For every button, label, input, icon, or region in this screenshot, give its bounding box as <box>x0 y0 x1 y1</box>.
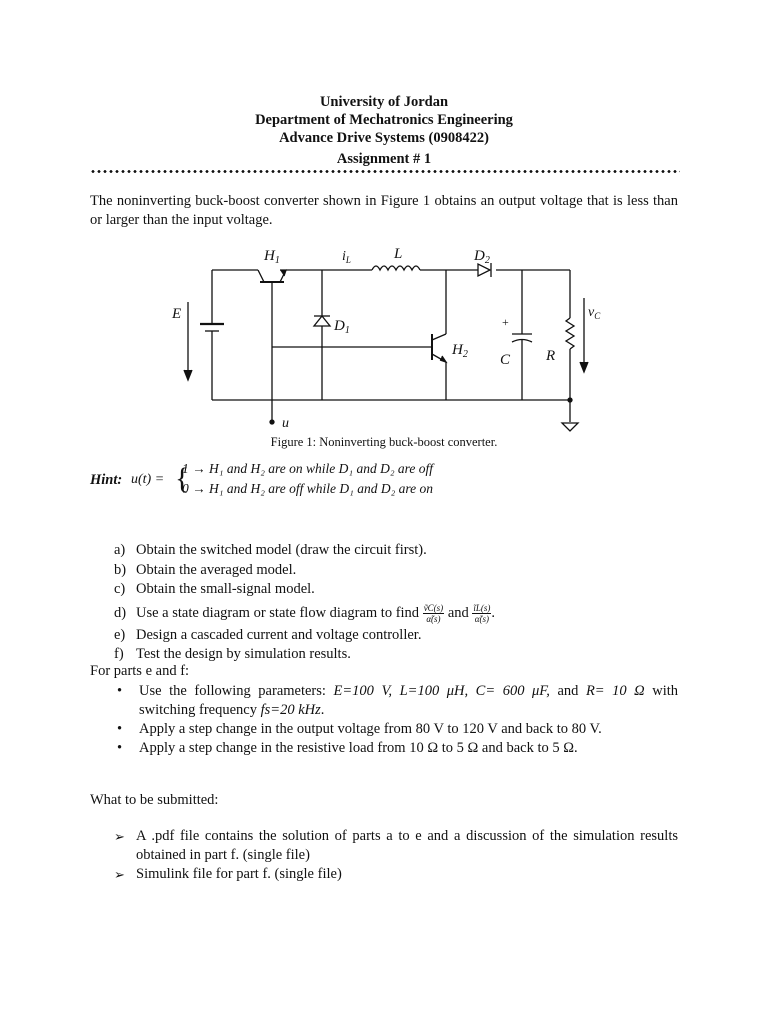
u-label: u <box>282 416 289 431</box>
list-item: d) Use a state diagram or state flow diagram to find $\frac{\text{ṽC(s)}}{\alphã(s)}$ and $\frac{ĩL(s)}{\alphã(s)}$ . <box>114 602 496 624</box>
list-item: ➢ A .pdf file contains the solution of parts a to e and a discussion of the simulation results obtained in part f. (single file) <box>114 828 678 863</box>
d1-label: D <box>334 318 345 334</box>
inductor-label: L <box>394 246 403 262</box>
parts-ef-heading: For parts e and f: <box>90 663 190 679</box>
intro-paragraph: The noninverting buck-boost converter shown in Figure 1 obtains an output voltage that is less than or larger than the input voltage. <box>90 193 678 228</box>
list-item: ➢ Simulink file for part f. (single file) <box>114 866 342 882</box>
list-item: b) Obtain the averaged model. <box>114 561 297 578</box>
brace-icon: { <box>175 462 190 495</box>
dotted-divider <box>90 169 680 174</box>
svg-text:D1: $D_1$ <box>334 318 350 336</box>
svg-text:H2: $H_2$ <box>452 342 468 360</box>
parameters-list <box>139 682 678 758</box>
submission-heading: What to be submitted: <box>90 792 219 808</box>
svg-text:H1: $H_1$ <box>264 248 280 266</box>
svg-text:D2: $D_2$ <box>474 248 490 266</box>
course-title: Advance Drive Systems (0908422) <box>279 130 489 146</box>
hint-case-0: 0 → H₁ and H₂ are off while D₁ and D₂ are on <box>182 481 434 496</box>
hint-lhs: u(t) = <box>131 472 165 487</box>
submission-list <box>114 827 678 884</box>
parts-list <box>114 541 696 665</box>
fraction-vc: $\frac{\text{ṽC(s)}}{\alphã(s)}$ <box>423 602 444 624</box>
list-item: • Apply a step change in the resistive load from 10 Ω to 5 Ω and back to 5 Ω. <box>139 739 678 758</box>
list-item: • Use the following parameters: E=100 V, L=100 μH, C= 600 μF, and R= 10 Ω with switching frequency fs=20 kHz. <box>139 682 678 720</box>
plus-label: + <box>502 315 509 329</box>
h1-label: H <box>264 248 275 264</box>
hint-case-1: 1 → H₁ and H₂ are on while D₁ and D₂ are off <box>182 461 434 476</box>
arrow-bullet-icon: ➢ <box>114 829 125 844</box>
circuit-diagram <box>160 230 620 440</box>
list-item: • Apply a step change in the output voltage from 80 V to 120 V and back to 80 V. <box>139 720 678 739</box>
hint-label: Hint: <box>90 472 123 488</box>
university-name: University of Jordan <box>319 94 449 110</box>
source-label: E <box>172 306 182 322</box>
list-item: c) Obtain the small-signal model. <box>114 581 315 597</box>
arrow-bullet-icon: ➢ <box>114 867 125 882</box>
department-name: Department of Mechatronics Engineering <box>255 112 513 128</box>
vc-label: v <box>588 305 595 320</box>
figure-caption: Figure 1: Noninverting buck-boost converter. <box>270 435 498 449</box>
assignment-title: Assignment # 1 <box>336 151 432 167</box>
list-item: f) Test the design by simulation results. <box>114 646 351 662</box>
fraction-il: $\frac{ĩL(s)}{\alphã(s)}$ <box>473 602 491 624</box>
h2-label: H <box>452 342 463 358</box>
list-item: a) Obtain the switched model (draw the circuit first). <box>114 542 427 558</box>
il-label: i <box>342 249 346 264</box>
list-item: e) Design a cascaded current and voltage controller. <box>114 626 422 643</box>
svg-text:vC: $v_C$ <box>588 305 601 321</box>
capacitor-label: C <box>500 352 511 368</box>
resistor-label: R <box>546 348 556 364</box>
d2-label: D <box>474 248 485 264</box>
svg-text:iL: $i_L$ <box>342 249 351 265</box>
